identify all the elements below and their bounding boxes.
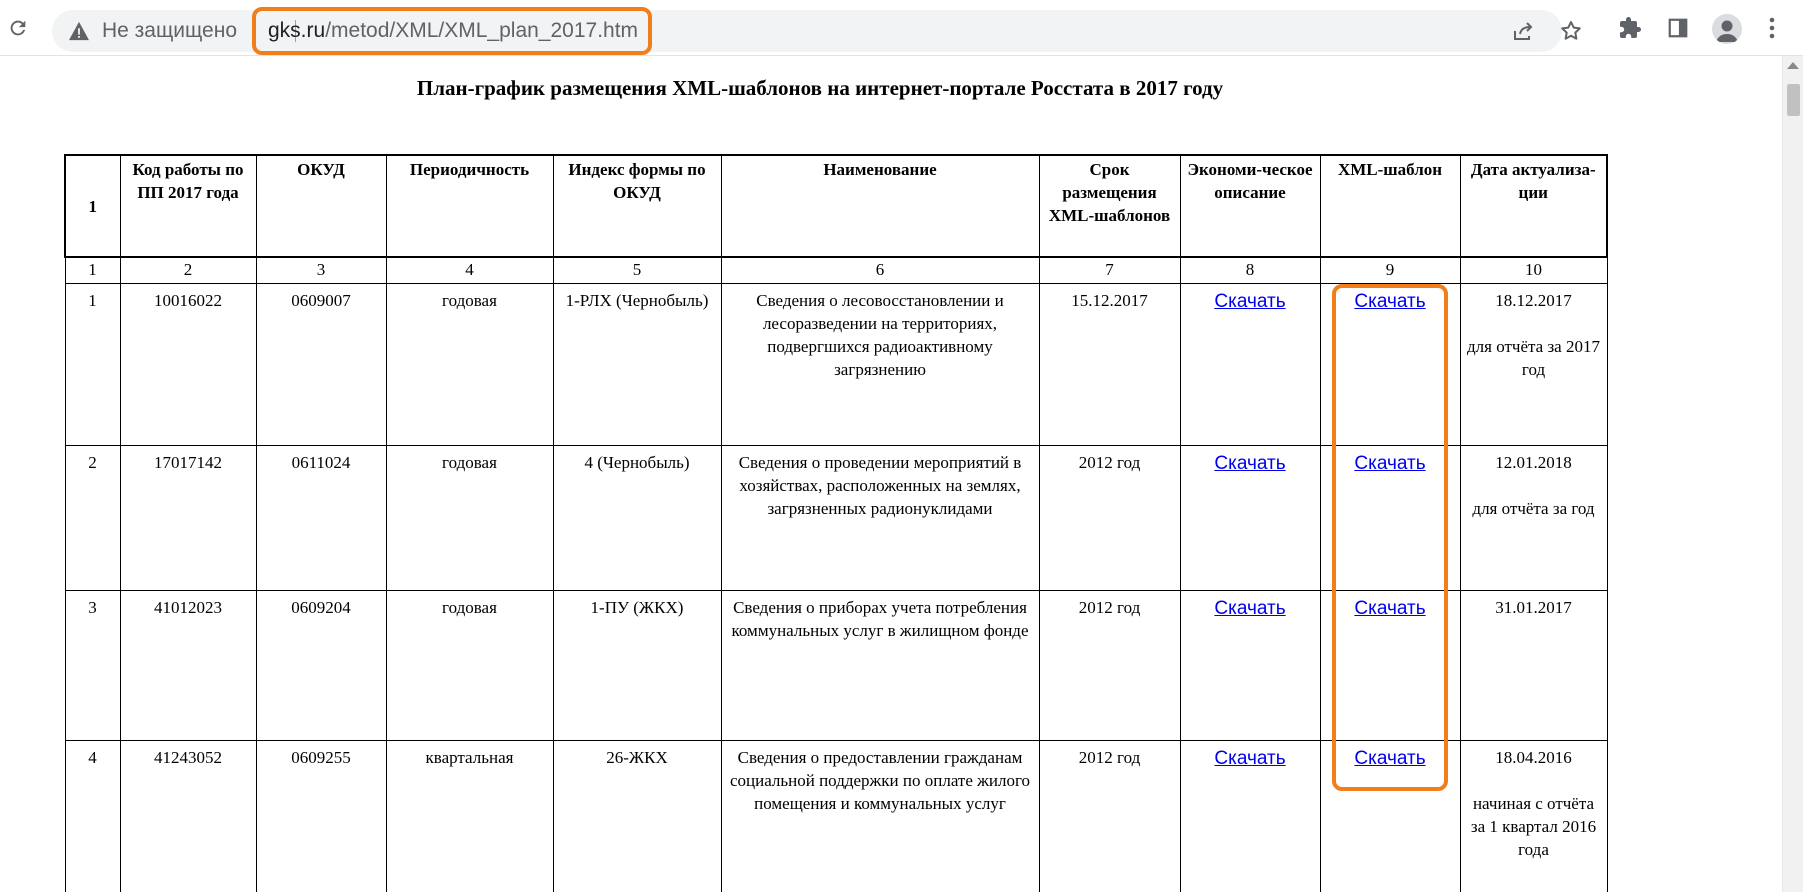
deadline: 15.12.2017 — [1039, 283, 1180, 445]
col-number: 6 — [721, 257, 1039, 283]
form-index: 4 (Чернобыль) — [553, 445, 721, 590]
update-date-cell — [1460, 445, 1607, 590]
row-number: 4 — [65, 740, 120, 892]
column-number-row — [65, 257, 1607, 283]
xml-cell — [1320, 740, 1460, 892]
col-number: 2 — [120, 257, 256, 283]
plan-table — [64, 154, 1608, 892]
work-code: 41243052 — [120, 740, 256, 892]
econ-download-link[interactable]: Скачать — [1214, 747, 1286, 769]
col-header-code: Код работы по ПП 2017 года — [120, 155, 256, 257]
deadline: 2012 год — [1039, 445, 1180, 590]
update-date: 18.12.2017 — [1495, 290, 1572, 310]
header-row — [65, 155, 1607, 257]
econ-download-link[interactable]: Скачать — [1214, 452, 1286, 474]
periodicity: квартальная — [386, 740, 553, 892]
econ-cell — [1180, 590, 1320, 740]
col-header-deadline: Срок размещения XML-шаблонов — [1039, 155, 1180, 257]
periodicity: годовая — [386, 590, 553, 740]
scroll-thumb[interactable] — [1787, 84, 1800, 116]
form-name: Сведения о лесовосстановлении и лесоразведении на территориях, подвергшихся радиоактивному загрязнению — [721, 283, 1039, 445]
update-date-cell — [1460, 283, 1607, 445]
col-number: 3 — [256, 257, 386, 283]
okud-code: 0609255 — [256, 740, 386, 892]
work-code: 10016022 — [120, 283, 256, 445]
share-icon[interactable] — [1511, 19, 1535, 43]
econ-cell — [1180, 283, 1320, 445]
scroll-up-icon[interactable] — [1787, 62, 1799, 69]
col-number: 7 — [1039, 257, 1180, 283]
form-name: Сведения о приборах учета потребления коммунальных услуг в жилищном фонде — [721, 590, 1039, 740]
col-header-period: Периодичность — [386, 155, 553, 257]
url-highlight — [252, 7, 652, 55]
xml-download-link[interactable]: Скачать — [1354, 452, 1426, 474]
security-status[interactable]: Не защищено — [102, 19, 237, 42]
row-number: 3 — [65, 590, 120, 740]
periodicity: годовая — [386, 445, 553, 590]
econ-cell — [1180, 740, 1320, 892]
form-index: 26-ЖКХ — [553, 740, 721, 892]
col-header-1: 1 — [65, 155, 120, 257]
xml-cell — [1320, 445, 1460, 590]
address-bar[interactable] — [52, 10, 1562, 52]
row-number: 1 — [65, 283, 120, 445]
xml-download-link[interactable]: Скачать — [1354, 597, 1426, 619]
extensions-icon[interactable] — [1616, 14, 1644, 42]
col-header-xml: XML-шаблон — [1320, 155, 1460, 257]
econ-download-link[interactable]: Скачать — [1214, 290, 1286, 312]
url-text[interactable] — [268, 19, 638, 43]
update-note: начиная с отчёта за 1 квартал 2016 года — [1470, 793, 1597, 859]
page-title: План-график размещения XML-шаблонов на интернет-портале Росстата в 2017 году — [416, 76, 1224, 100]
col-number: 10 — [1460, 257, 1607, 283]
xml-download-link[interactable]: Скачать — [1354, 747, 1426, 769]
update-note: для отчёта за 2017 год — [1467, 336, 1600, 379]
side-panel-icon[interactable] — [1664, 14, 1692, 42]
econ-cell — [1180, 445, 1320, 590]
update-date-cell — [1460, 590, 1607, 740]
table-row — [65, 445, 1607, 590]
xml-cell — [1320, 283, 1460, 445]
periodicity: годовая — [386, 283, 553, 445]
xml-download-link[interactable]: Скачать — [1354, 290, 1426, 312]
okud-code: 0611024 — [256, 445, 386, 590]
url-host: gks.ru — [268, 19, 326, 42]
update-date: 12.01.2018 — [1495, 452, 1572, 472]
update-date: 31.01.2017 — [1495, 597, 1572, 617]
page-scrollbar[interactable] — [1782, 56, 1803, 892]
browser-toolbar — [0, 0, 1803, 56]
form-name: Сведения о предоставлении гражданам социальной поддержки по оплате жилого помещения и коммунальных услуг — [721, 740, 1039, 892]
table-row — [65, 740, 1607, 892]
col-number: 5 — [553, 257, 721, 283]
col-number: 8 — [1180, 257, 1320, 283]
deadline: 2012 год — [1039, 740, 1180, 892]
form-index: 1-РЛХ (Чернобыль) — [553, 283, 721, 445]
menu-icon[interactable] — [1762, 14, 1782, 42]
col-number: 1 — [65, 257, 120, 283]
col-number: 4 — [386, 257, 553, 283]
form-index: 1-ПУ (ЖКХ) — [553, 590, 721, 740]
table-row — [65, 590, 1607, 740]
col-header-okud: ОКУД — [256, 155, 386, 257]
update-note: для отчёта за год — [1472, 498, 1595, 518]
deadline: 2012 год — [1039, 590, 1180, 740]
update-date: 18.04.2016 — [1495, 747, 1572, 767]
update-date-cell — [1460, 740, 1607, 892]
xml-cell — [1320, 590, 1460, 740]
warning-icon[interactable] — [68, 21, 90, 41]
econ-download-link[interactable]: Скачать — [1214, 597, 1286, 619]
profile-icon[interactable] — [1712, 14, 1742, 44]
work-code: 41012023 — [120, 590, 256, 740]
okud-code: 0609007 — [256, 283, 386, 445]
col-header-date: Дата актуализа-ции — [1460, 155, 1607, 257]
col-header-econ: Экономи-ческое описание — [1180, 155, 1320, 257]
work-code: 17017142 — [120, 445, 256, 590]
star-icon[interactable] — [1559, 19, 1583, 43]
reload-icon[interactable] — [2, 12, 34, 44]
col-header-name: Наименование — [721, 155, 1039, 257]
row-number: 2 — [65, 445, 120, 590]
url-path: /metod/XML/XML_plan_2017.htm — [325, 19, 639, 42]
col-number: 9 — [1320, 257, 1460, 283]
table-row — [65, 283, 1607, 445]
col-header-index: Индекс формы по ОКУД — [553, 155, 721, 257]
form-name: Сведения о проведении мероприятий в хозяйствах, расположенных на землях, загрязненных радионуклидами — [721, 445, 1039, 590]
okud-code: 0609204 — [256, 590, 386, 740]
